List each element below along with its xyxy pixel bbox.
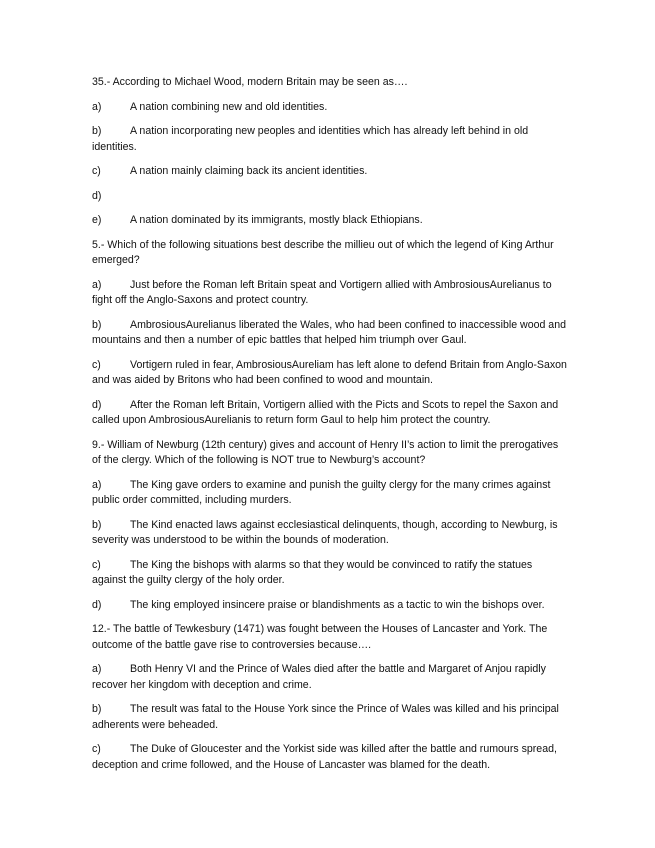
option-text: Vortigern ruled in fear, AmbrosiousAureliam has left alone to defend Britain from Anglo-Saxon and was aided by Britons who had been confined to wood and mountain.: [92, 358, 567, 386]
option-letter: d): [92, 398, 102, 411]
question-text: 5.- Which of the following situations best describe the millieu out of which the legend of King Arthur emerged?: [92, 238, 554, 266]
option-text: A nation combining new and old identities.: [130, 100, 328, 113]
option-text: The Duke of Gloucester and the Yorkist side was killed after the battle and rumours spread, deception and crime followed, and the House of Lancaster was blamed for the death.: [92, 743, 557, 771]
answer-option: [92, 358, 567, 389]
question-text: 35.- According to Michael Wood, modern Britain may be seen as….: [92, 76, 408, 88]
answer-option: [92, 164, 567, 180]
option-letter: d): [92, 189, 102, 202]
option-letter: c): [92, 743, 101, 755]
answer-option: [92, 662, 567, 693]
question-text: 9.- William of Newburg (12th century) gives and account of Henry II’s action to limit the prerogatives of the clergy. Which of the following is NOT true to Newburg’s account?: [92, 438, 559, 466]
option-letter: b): [92, 318, 102, 331]
option-letter: a): [92, 663, 102, 675]
option-text: AmbrosiousAurelianus liberated the Wales, who had been confined to inaccessible wood and mountains and then a number of epic battles that helped him triumph over Gaul.: [92, 318, 566, 346]
option-text: The Kind enacted laws against ecclesiastical delinquents, though, according to Newburg, is severity was understood to be within the bounds of moderation.: [92, 518, 558, 546]
answer-option: [92, 100, 567, 116]
answer-option: [92, 278, 567, 309]
option-text: A nation incorporating new peoples and identities which has already left behind in old identities.: [92, 125, 529, 153]
answer-option: [92, 742, 567, 773]
option-letter: c): [92, 358, 101, 371]
answer-option: [92, 702, 567, 733]
option-text: The king employed insincere praise or blandishments as a tactic to win the bishops over.: [130, 598, 545, 611]
option-text: Just before the Roman left Britain speat and Vortigern allied with AmbrosiousAurelianus to fight off the Anglo-Saxons and protect country.: [92, 278, 552, 306]
option-letter: b): [92, 703, 102, 715]
option-text: The result was fatal to the House York since the Prince of Wales was killed and his principal adherents were beheaded.: [92, 703, 559, 731]
answer-option: [92, 478, 567, 509]
option-text: The King the bishops with alarms so that they would be convinced to ratify the statues against the guilty clergy of the holy order.: [92, 558, 533, 586]
option-letter: c): [92, 558, 101, 571]
answer-option: [92, 518, 567, 549]
option-letter: a): [92, 100, 102, 113]
answer-option: [92, 398, 567, 429]
option-letter: b): [92, 125, 102, 137]
answer-option: [92, 318, 567, 349]
question-text: 12.- The battle of Tewkesbury (1471) was fought between the Houses of Lancaster and York. The outcome of the battle gave rise to controversies because….: [92, 623, 548, 651]
document-content: [92, 75, 567, 782]
option-text: A nation dominated by its immigrants, mostly black Ethiopians.: [130, 214, 423, 226]
option-letter: d): [92, 598, 102, 611]
answer-option: [92, 213, 567, 229]
option-text: The King gave orders to examine and punish the guilty clergy for the many crimes against public order committed, including murders.: [92, 478, 551, 506]
answer-option: [92, 598, 567, 614]
option-letter: c): [92, 165, 101, 177]
option-text: A nation mainly claiming back its ancient identities.: [130, 165, 368, 177]
option-letter: a): [92, 278, 102, 291]
option-letter: e): [92, 214, 102, 226]
answer-option: [92, 189, 567, 205]
option-text: Both Henry VI and the Prince of Wales died after the battle and Margaret of Anjou rapidly recover her kingdom with deception and crime.: [92, 663, 546, 691]
option-letter: b): [92, 518, 102, 531]
option-letter: a): [92, 478, 102, 491]
option-text: After the Roman left Britain, Vortigern allied with the Picts and Scots to repel the Saxon and called upon AmbrosiousAurelianis to return form Gaul to help him protect the country.: [92, 398, 559, 426]
answer-option: [92, 558, 567, 589]
answer-option: [92, 124, 567, 155]
